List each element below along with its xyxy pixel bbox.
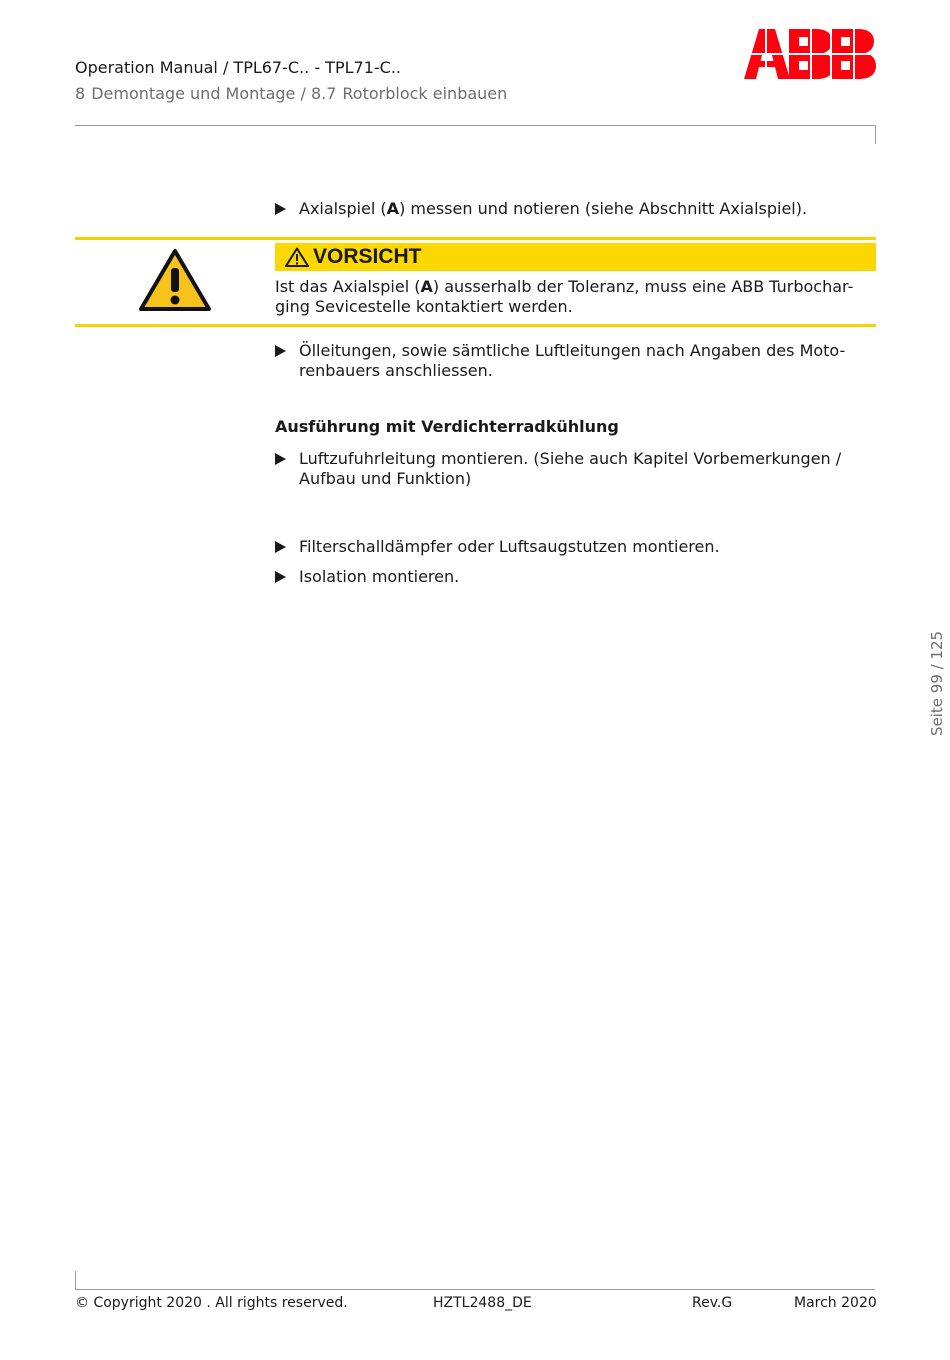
header-rule	[75, 125, 875, 126]
footer-copyright: © Copyright 2020 . All rights reserved.	[75, 1295, 348, 1311]
footer-rule-tick	[75, 1271, 76, 1289]
step-item: Ölleitungen, sowie sämtliche Luftleitungen nach Angaben des Moto- renbauers anschliessen.	[275, 341, 870, 381]
step-item: Isolation montieren.	[275, 567, 870, 587]
bullet-arrow-icon	[275, 345, 286, 357]
warning-text: Ist das Axialspiel (A) ausserhalb der Toleranz, muss eine ABB Turbochar- ging Sevicestelle kontaktiert werden.	[275, 277, 854, 316]
warning-top-border	[75, 237, 876, 240]
bullet-arrow-icon	[275, 571, 286, 583]
warning-banner	[275, 243, 876, 271]
bullet-arrow-icon	[275, 453, 286, 465]
footer-doc-id: HZTL2488_DE	[433, 1295, 532, 1311]
chapter-title: Demontage und Montage	[91, 84, 296, 103]
warning-triangle-icon	[139, 248, 211, 312]
section-number: 8.7	[310, 84, 337, 103]
footer-rule	[75, 1289, 875, 1290]
bullet-arrow-icon	[275, 203, 286, 215]
page-indicator: Seite 99 / 125	[928, 630, 946, 736]
footer-revision: Rev.G	[692, 1295, 733, 1311]
warning-bottom-border	[75, 324, 876, 327]
step-item: Filterschalldämpfer oder Luftsaugstutzen montieren.	[275, 537, 870, 557]
section-title: Rotorblock einbauen	[342, 84, 508, 103]
document-title: Operation Manual / TPL67-C.. - TPL71-C..	[75, 58, 401, 77]
breadcrumb: 8 Demontage und Montage / 8.7 Rotorblock einbauen	[75, 84, 508, 103]
warning-label: VORSICHT	[313, 245, 422, 268]
step-item: Axialspiel (A) messen und notieren (siehe Abschnitt Axialspiel).	[275, 199, 870, 219]
step-item: Luftzufuhrleitung montieren. (Siehe auch Kapitel Vorbemerkungen / Aufbau und Funktion)	[275, 449, 870, 489]
bullet-arrow-icon	[275, 541, 286, 553]
header-rule-tick	[875, 125, 876, 144]
footer-date: March 2020	[794, 1295, 877, 1311]
abb-logo	[744, 29, 876, 79]
warning-small-icon	[285, 247, 309, 267]
chapter-number: 8	[75, 84, 86, 103]
section-heading: Ausführung mit Verdichterradkühlung	[275, 417, 619, 436]
